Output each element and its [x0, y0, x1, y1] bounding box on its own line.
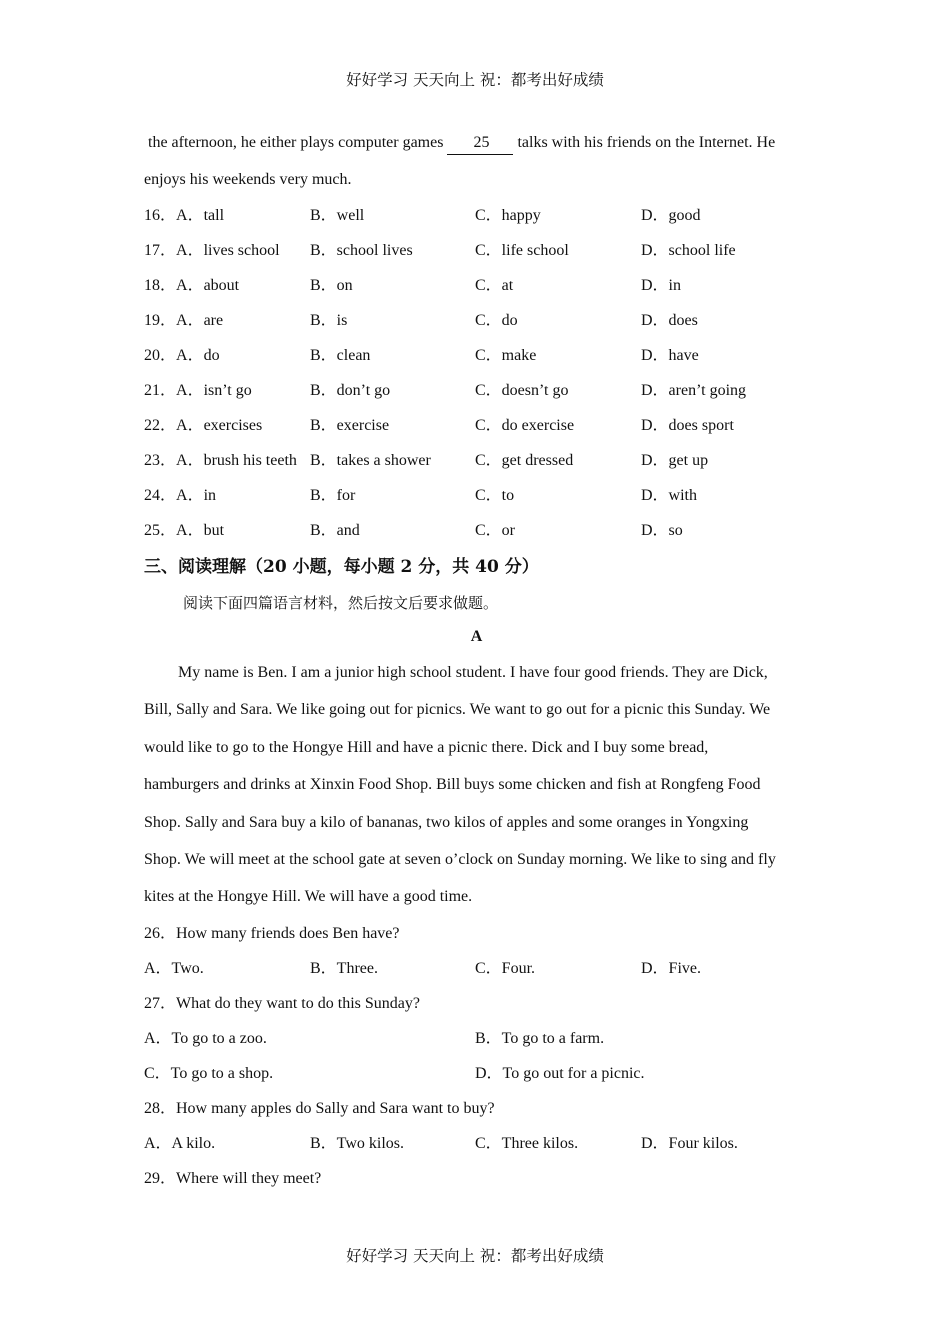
option-b[interactable]: B．Two kilos.: [310, 1134, 405, 1152]
option-d[interactable]: D．have: [641, 347, 699, 364]
question-number: 24．: [144, 487, 177, 504]
document-body: [144, 124, 809, 1196]
passage-label: A: [470, 628, 483, 645]
question-number: 18．: [144, 277, 177, 294]
option-a[interactable]: A．exercises: [176, 417, 263, 434]
option-a[interactable]: A．A kilo.: [144, 1134, 216, 1152]
option-b[interactable]: B．on: [310, 277, 353, 294]
option-d[interactable]: D．aren’t going: [641, 382, 747, 399]
option-a[interactable]: A．but: [176, 522, 225, 539]
question-number: 25．: [144, 522, 177, 539]
passage-line: Shop. Sally and Sara buy a kilo of bananas, two kilos of apples and some oranges in Yongxing: [144, 813, 749, 831]
option-b[interactable]: B．is: [310, 312, 348, 329]
answer-blank-25: 25: [447, 132, 513, 155]
option-d[interactable]: D．Four kilos.: [641, 1134, 738, 1152]
question-number-and-option-a: [144, 373, 252, 408]
option-d[interactable]: D．with: [641, 487, 698, 504]
option-c[interactable]: C．or: [475, 522, 516, 539]
question-26-stem: 26．How many friends does Ben have?: [144, 924, 400, 942]
option-c[interactable]: C．happy: [475, 207, 541, 224]
passage-text: [144, 654, 809, 916]
cloze-question-row: [144, 513, 809, 548]
question-number-and-option-a: [144, 478, 216, 513]
option-b[interactable]: B．clean: [310, 347, 371, 364]
option-a[interactable]: A．in: [176, 487, 217, 504]
question-number-and-option-a: [144, 513, 224, 548]
question-number: 23．: [144, 452, 177, 469]
option-a[interactable]: A．about: [176, 277, 240, 294]
option-d[interactable]: D．does: [641, 312, 698, 329]
cloze-question-row: [144, 478, 809, 513]
option-c[interactable]: C．Three kilos.: [475, 1134, 579, 1152]
question-28-options: [144, 1126, 809, 1161]
question-number: 17．: [144, 242, 177, 259]
option-d[interactable]: D．school life: [641, 242, 736, 259]
option-c[interactable]: C．do exercise: [475, 417, 575, 434]
question-number: 21．: [144, 382, 177, 399]
option-b[interactable]: B．takes a shower: [310, 452, 431, 469]
question-27-options-row1: [144, 1021, 809, 1056]
option-b[interactable]: B．exercise: [310, 417, 390, 434]
option-d[interactable]: D．To go out for a picnic.: [475, 1064, 645, 1082]
cloze-question-row: [144, 233, 809, 268]
question-28-stem: 28．How many apples do Sally and Sara want to buy?: [144, 1099, 495, 1117]
option-b[interactable]: B．don’t go: [310, 382, 391, 399]
question-number: 22．: [144, 417, 177, 434]
cloze-question-row: [144, 268, 809, 303]
question-number-and-option-a: [144, 408, 262, 443]
passage-line: Shop. We will meet at the school gate at seven o’clock on Sunday morning. We like to sing and fly: [144, 851, 776, 869]
option-d[interactable]: D．get up: [641, 452, 709, 469]
cloze-question-row: [144, 408, 809, 443]
question-number-and-option-a: [144, 443, 297, 478]
option-d[interactable]: D．does sport: [641, 417, 734, 434]
intro-line-2: enjoys his weekends very much.: [144, 171, 352, 188]
section-title: 三、阅读理解（20 小题，每小题 2 分，共 40 分）: [144, 557, 539, 577]
question-number: 16．: [144, 207, 177, 224]
option-b[interactable]: B．for: [310, 487, 356, 504]
option-c[interactable]: C．at: [475, 277, 514, 294]
option-c[interactable]: C．get dressed: [475, 452, 574, 469]
passage-line: kites at the Hongye Hill. We will have a good time.: [144, 888, 473, 906]
option-d[interactable]: D．in: [641, 277, 682, 294]
option-b[interactable]: B．Three.: [310, 959, 378, 977]
question-29-stem: 29．Where will they meet?: [144, 1169, 322, 1187]
question-number: 19．: [144, 312, 177, 329]
question-number-and-option-a: [144, 268, 239, 303]
option-c[interactable]: C．life school: [475, 242, 569, 259]
option-a[interactable]: A．Two.: [144, 959, 204, 977]
option-b[interactable]: B．well: [310, 207, 365, 224]
page-header: 好好学习 天天向上 祝：都考出好成绩: [346, 71, 604, 89]
cloze-question-row: [144, 303, 809, 338]
question-number-and-option-a: [144, 198, 224, 233]
option-a[interactable]: A．lives school: [176, 242, 280, 259]
cloze-question-list: [144, 198, 809, 548]
passage-line: hamburgers and drinks at Xinxin Food Shop. Bill buys some chicken and fish at Rongfeng Food: [144, 776, 761, 794]
option-a[interactable]: A．isn’t go: [176, 382, 252, 399]
option-c[interactable]: C．to: [475, 487, 515, 504]
question-26-options: [144, 951, 809, 986]
option-a[interactable]: A．tall: [176, 207, 225, 224]
cloze-question-row: [144, 198, 809, 233]
option-d[interactable]: D．Five.: [641, 959, 702, 977]
option-d[interactable]: D．so: [641, 522, 683, 539]
passage-line: Bill, Sally and Sara. We like going out for picnics. We want to go out for a picnic this Sunday. We: [144, 701, 771, 719]
intro-line-1: [144, 124, 809, 161]
question-27-options-row2: [144, 1056, 809, 1091]
cloze-question-row: [144, 373, 809, 408]
option-c[interactable]: C．make: [475, 347, 537, 364]
option-b[interactable]: B．school lives: [310, 242, 413, 259]
section-instruction: 阅读下面四篇语言材料，然后按文后要求做题。: [183, 594, 499, 612]
option-b[interactable]: B．To go to a farm.: [475, 1029, 605, 1047]
option-a[interactable]: A．To go to a zoo.: [144, 1029, 267, 1047]
question-number-and-option-a: [144, 233, 280, 268]
option-c[interactable]: C．doesn’t go: [475, 382, 569, 399]
question-number: 20．: [144, 347, 177, 364]
passage-line: My name is Ben. I am a junior high school student. I have four good friends. They are Dick,: [178, 664, 768, 681]
option-b[interactable]: B．and: [310, 522, 360, 539]
option-c[interactable]: C．Four.: [475, 959, 536, 977]
intro-text-after-blank: talks with his friends on the Internet. He: [513, 134, 776, 151]
page-footer: 好好学习 天天向上 祝：都考出好成绩: [346, 1247, 604, 1265]
question-number-and-option-a: [144, 303, 223, 338]
cloze-question-row: [144, 443, 809, 478]
option-d[interactable]: D．good: [641, 207, 701, 224]
option-a[interactable]: A．are: [176, 312, 224, 329]
question-27-stem: 27．What do they want to do this Sunday?: [144, 994, 420, 1012]
question-number-and-option-a: [144, 338, 220, 373]
intro-text-before-blank: the afternoon, he either plays computer games: [148, 134, 448, 151]
option-c[interactable]: C．do: [475, 312, 518, 329]
option-a[interactable]: A．do: [176, 347, 220, 364]
cloze-question-row: [144, 338, 809, 373]
passage-line: would like to go to the Hongye Hill and have a picnic there. Dick and I buy some bread,: [144, 738, 709, 756]
option-c[interactable]: C．To go to a shop.: [144, 1064, 274, 1082]
option-a[interactable]: A．brush his teeth: [176, 452, 297, 469]
